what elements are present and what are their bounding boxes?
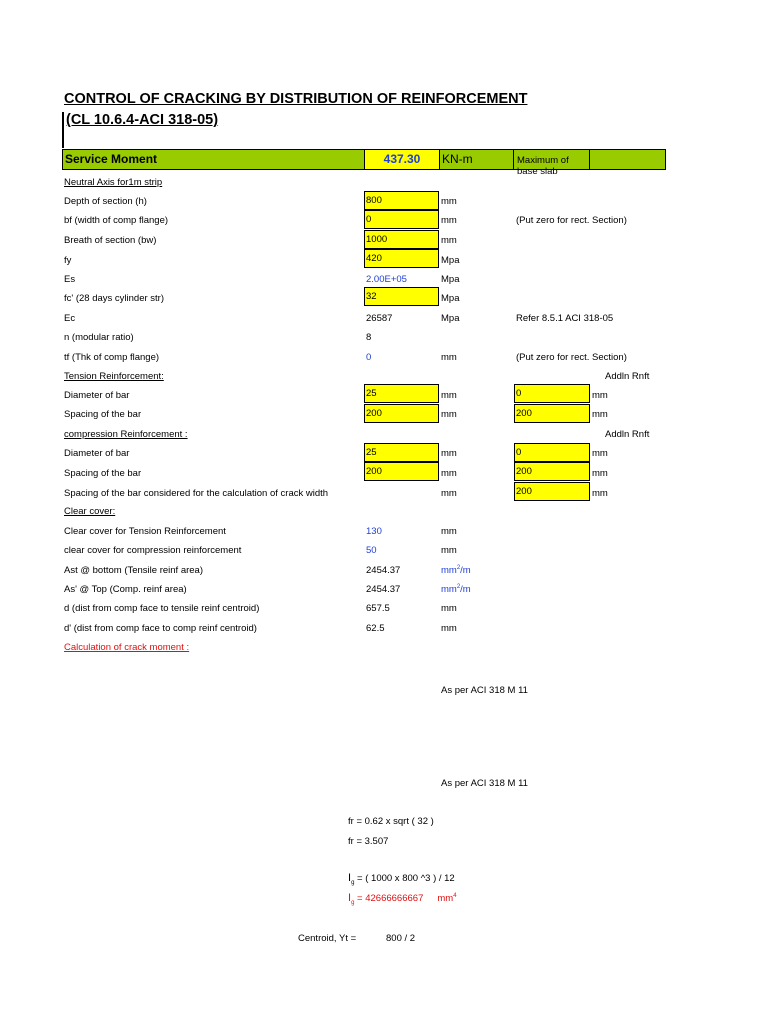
page-subtitle: (CL 10.6.4-ACI 318-05)	[66, 112, 219, 128]
d-label: d (dist from comp face to tensile reinf centroid)	[64, 603, 260, 614]
addl-rnft-header-compression: Addln Rnft	[605, 429, 650, 440]
es-unit: Mpa	[441, 274, 460, 285]
crack-spc-label: Spacing of the bar considered for the calculation of crack width	[64, 488, 329, 499]
reference-note-1: As per ACI 318 M 11	[441, 685, 528, 696]
c-dia-unit: mm	[441, 448, 457, 459]
section-clear-cover: Clear cover:	[64, 506, 116, 517]
tf-value: 0	[366, 352, 372, 363]
ec-unit: Mpa	[441, 313, 460, 324]
service-moment-label: Service Moment	[65, 152, 158, 166]
t-spc-addl-input[interactable]: 200	[514, 404, 590, 423]
t-spc-addl-unit: mm	[592, 409, 608, 420]
fy-unit: Mpa	[441, 255, 460, 266]
tf-unit: mm	[441, 352, 457, 363]
t-dia-addl-unit: mm	[592, 390, 608, 401]
ast-unit: $mm^2/m$	[441, 565, 471, 577]
fc-input[interactable]: 32	[364, 287, 439, 306]
c-spc-unit: mm	[441, 468, 457, 479]
es-value: 2.00E+05	[366, 274, 407, 285]
d-unit: mm	[441, 603, 457, 614]
service-moment-value: 437.30	[383, 152, 421, 166]
c-dia-addl-unit: mm	[592, 448, 608, 459]
depth-input[interactable]: 800	[364, 191, 439, 210]
service-moment-unit: KN-m	[442, 152, 473, 166]
reference-note-2: As per ACI 318 M 11	[441, 778, 528, 789]
n-value: 8	[366, 332, 372, 343]
ast-label: Ast @ bottom (Tensile reinf area)	[64, 565, 204, 576]
c-spc-input[interactable]: 200	[364, 462, 439, 481]
tf-note: (Put zero for rect. Section)	[516, 352, 627, 363]
ast-value: 2454.37	[366, 565, 401, 576]
dp-label: d' (dist from comp face to comp reinf centroid)	[64, 623, 257, 634]
section-compression-reinf: compression Reinforcement :	[64, 429, 188, 440]
bw-unit: mm	[441, 235, 457, 246]
bf-unit: mm	[441, 215, 457, 226]
ig-formula: $I_g$ = ( 1000 x 800 ^3 ) / 12	[348, 872, 455, 886]
service-moment-row	[62, 149, 666, 177]
ig-value: $I_g = 42666666667$ $mm^4$	[348, 892, 457, 906]
ec-note: Refer 8.5.1 ACI 318-05	[516, 313, 614, 324]
section-neutral-axis: Neutral Axis for1m strip	[64, 177, 163, 188]
fr-value: fr = 3.507	[348, 836, 389, 847]
crack-spc-unit: mm	[441, 488, 457, 499]
t-dia-unit: mm	[441, 390, 457, 401]
fr-formula: fr = 0.62 x sqrt ( 32 )	[348, 816, 434, 827]
page-title: CONTROL OF CRACKING BY DISTRIBUTION OF REINFORCEMENT	[64, 91, 528, 107]
cc-tension-unit: mm	[441, 526, 457, 537]
c-dia-label: Diameter of bar	[64, 448, 130, 459]
dp-unit: mm	[441, 623, 457, 634]
bf-note: (Put zero for rect. Section)	[516, 215, 627, 226]
cc-tension-value: 130	[366, 526, 382, 537]
tf-label: tf (Thk of comp flange)	[64, 352, 160, 363]
section-crack-moment: Calculation of crack moment :	[64, 642, 190, 653]
bf-input[interactable]: 0	[364, 210, 439, 229]
t-dia-addl-input[interactable]: 0	[514, 384, 590, 403]
crack-spc-addl-unit: mm	[592, 488, 608, 499]
asc-unit: $mm^2/m$	[441, 584, 471, 596]
c-dia-addl-input[interactable]: 0	[514, 443, 590, 462]
t-spc-label: Spacing of the bar	[64, 409, 142, 420]
service-moment-unit-cell[interactable]	[440, 150, 514, 169]
es-label: Es	[64, 274, 76, 285]
depth-unit: mm	[441, 196, 457, 207]
centroid-value: 800 / 2	[386, 933, 416, 944]
service-moment-note: Maximum of base slab	[517, 155, 569, 177]
t-dia-input[interactable]: 25	[364, 384, 439, 403]
service-moment-empty-cell[interactable]	[590, 150, 665, 169]
n-label: n (modular ratio)	[64, 332, 134, 343]
d-value: 657.5	[366, 603, 390, 614]
c-spc-addl-unit: mm	[592, 468, 608, 479]
service-moment-label-cell[interactable]	[63, 150, 365, 169]
c-spc-addl-input[interactable]: 200	[514, 462, 590, 481]
section-tension-reinf: Tension Reinforcement:	[64, 371, 164, 382]
crack-spc-addl-input[interactable]: 200	[514, 482, 590, 501]
cc-compression-unit: mm	[441, 545, 457, 556]
asc-value: 2454.37	[366, 584, 401, 595]
dp-value: 62.5	[366, 623, 385, 634]
bf-label: bf (width of comp flange)	[64, 215, 169, 226]
ec-label: Ec	[64, 313, 76, 324]
ec-value: 26587	[366, 313, 393, 324]
c-spc-label: Spacing of the bar	[64, 468, 142, 479]
bw-label: Breath of section (bw)	[64, 235, 157, 246]
cell-cursor-line	[62, 112, 64, 148]
t-dia-label: Diameter of bar	[64, 390, 130, 401]
depth-label: Depth of section (h)	[64, 196, 147, 207]
bw-input[interactable]: 1000	[364, 230, 439, 249]
c-dia-input[interactable]: 25	[364, 443, 439, 462]
service-moment-value-cell[interactable]	[365, 150, 440, 169]
t-spc-input[interactable]: 200	[364, 404, 439, 423]
cc-tension-label: Clear cover for Tension Reinforcement	[64, 526, 226, 537]
fc-unit: Mpa	[441, 293, 460, 304]
t-spc-unit: mm	[441, 409, 457, 420]
service-moment-note-cell[interactable]	[514, 150, 590, 177]
fy-input[interactable]: 420	[364, 249, 439, 268]
cc-compression-label: clear cover for compression reinforcement	[64, 545, 242, 556]
asc-label: As' @ Top (Comp. reinf area)	[64, 584, 187, 595]
cc-compression-value: 50	[366, 545, 377, 556]
fc-label: fc' (28 days cylinder str)	[64, 293, 165, 304]
fy-label: fy	[64, 255, 72, 266]
addl-rnft-header-tension: Addln Rnft	[605, 371, 650, 382]
centroid-label: Centroid, Yt =	[298, 933, 357, 944]
